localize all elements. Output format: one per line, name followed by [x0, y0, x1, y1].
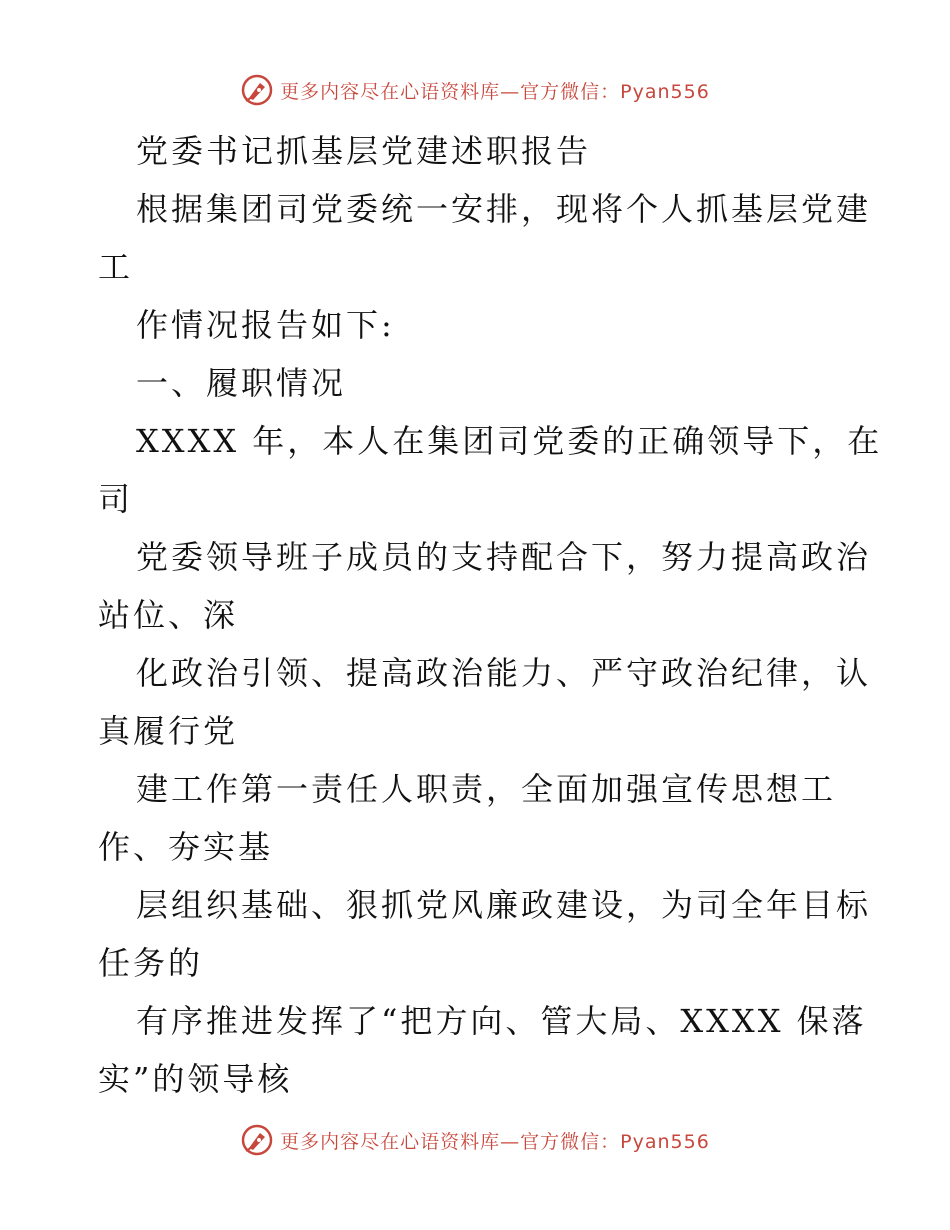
body-line: 建工作第一责任人职责，全面加强宣传思想工 — [136, 770, 837, 808]
document-title: 党委书记抓基层党建述职报告 — [136, 132, 592, 170]
watermark-wechat-id: Pyan556 — [620, 1130, 710, 1153]
pen-nib-logo-icon — [240, 1123, 274, 1157]
body-line: 有序推进发挥了“把方向、管大局、XXXX 保落 — [136, 1002, 867, 1040]
watermark-text: 更多内容尽在心语资料库—官方微信：Pyan556 — [280, 1130, 710, 1153]
body-line: 作情况报告如下: — [136, 306, 395, 344]
pen-nib-logo-icon — [240, 73, 274, 107]
body-line: 作、夯实基 — [98, 828, 274, 866]
watermark-wechat-id: Pyan556 — [620, 80, 710, 103]
body-line: 任务的 — [98, 944, 204, 982]
body-line: XXXX 年，本人在集团司党委的正确领导下，在 — [136, 422, 883, 460]
body-line: 根据集团司党委统一安排，现将个人抓基层党建 — [136, 190, 872, 228]
watermark-text: 更多内容尽在心语资料库—官方微信：Pyan556 — [280, 80, 710, 103]
body-line: 实”的领导核 — [98, 1060, 293, 1098]
body-line: 站位、深 — [98, 596, 239, 634]
document-body — [98, 122, 883, 1108]
body-line: 化政治引领、提高政治能力、严守政治纪律，认 — [136, 654, 872, 692]
watermark-header — [0, 70, 950, 110]
section-heading: 一、履职情况 — [136, 364, 347, 402]
body-line: 真履行党 — [98, 712, 239, 750]
watermark-footer — [0, 1120, 950, 1160]
body-line: 司 — [98, 480, 134, 518]
body-line: 党委领导班子成员的支持配合下，努力提高政治 — [136, 538, 872, 576]
body-line: 层组织基础、狠抓党风廉政建设，为司全年目标 — [136, 886, 872, 924]
body-line: 工 — [98, 248, 134, 286]
